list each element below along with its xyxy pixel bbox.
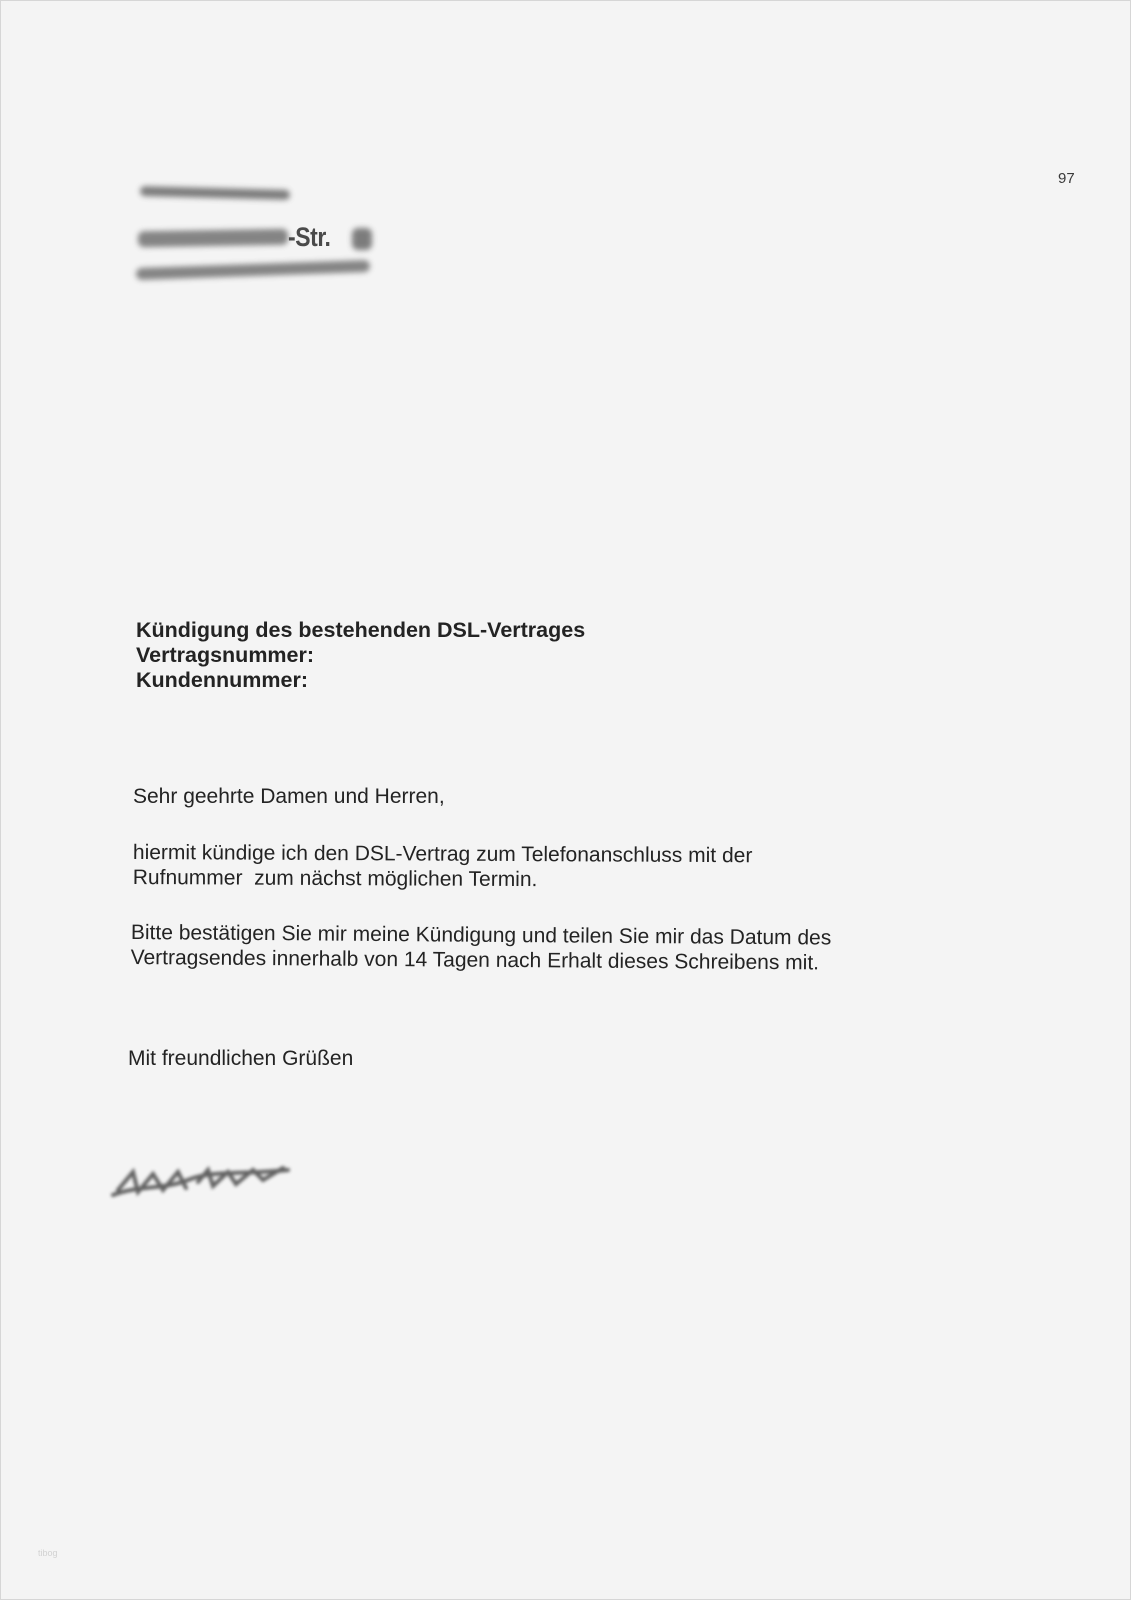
page-number: 97 (1058, 170, 1075, 187)
redacted-postal-city (136, 260, 370, 280)
customer-number-label: Kundennummer: (136, 668, 308, 692)
sender-street-suffix: -Str. (288, 222, 331, 252)
subject-block (136, 618, 585, 693)
redacted-house-number (352, 228, 372, 250)
paragraph-cancellation (133, 840, 753, 893)
paragraph-line: Rufnummer zum nächst möglichen Termin. (132, 865, 538, 892)
paragraph-line: Bitte bestätigen Sie mir meine Kündigung und teilen Sie mir das Datum des (130, 920, 832, 950)
paragraph-line: hiermit kündige ich den DSL-Vertrag zum Telefonanschluss mit der (132, 841, 753, 868)
contract-number-label: Vertragsnummer: (136, 643, 315, 667)
watermark: tibog (38, 1548, 58, 1558)
redacted-street-name (138, 229, 288, 248)
closing-greeting: Mit freundlichen Grüßen (128, 1047, 354, 1070)
paragraph-confirmation-request (131, 920, 832, 975)
sender-address-redacted (132, 180, 382, 290)
redacted-sender-name (140, 186, 290, 200)
salutation: Sehr geehrte Damen und Herren, (133, 785, 445, 808)
subject-title: Kündigung des bestehenden DSL-Vertrages (136, 618, 586, 642)
signature-redacted (108, 1160, 308, 1210)
paragraph-line: Vertragsendes innerhalb von 14 Tagen nach Erhalt dieses Schreibens mit. (130, 945, 820, 975)
